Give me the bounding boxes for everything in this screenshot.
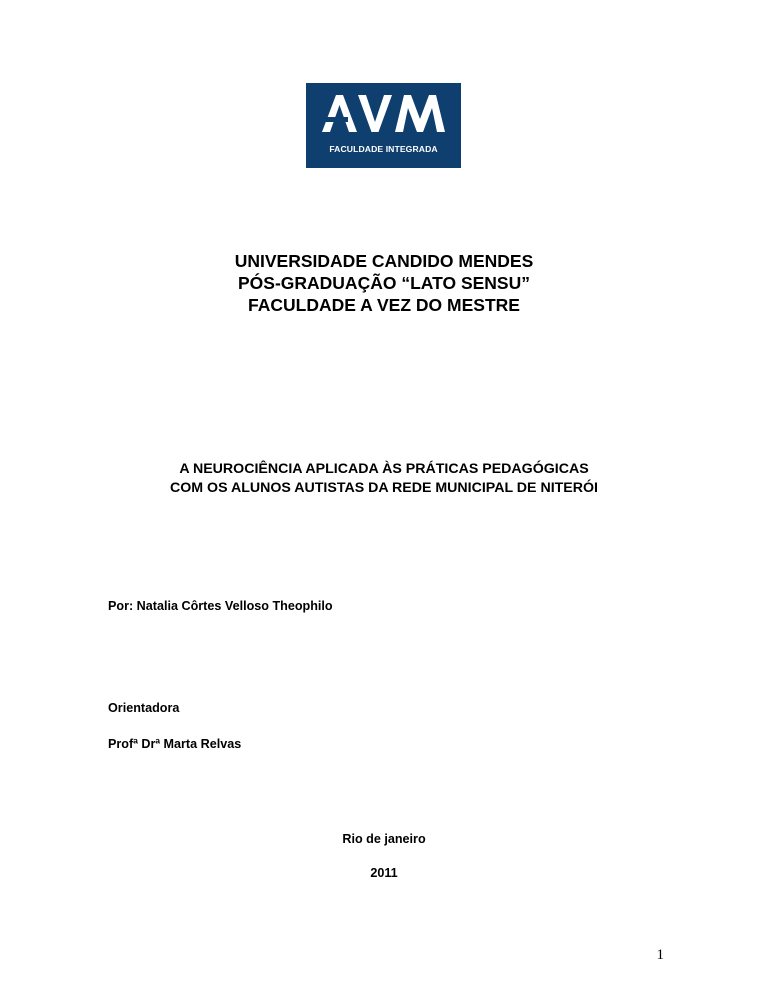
- avm-logo-mark: [320, 93, 447, 133]
- advisor-label: Orientadora: [108, 701, 180, 715]
- author-line: Por: Natalia Côrtes Velloso Theophilo: [108, 599, 333, 613]
- advisor-name: Profª Drª Marta Relvas: [108, 737, 242, 751]
- avm-logo: [306, 83, 461, 168]
- document-title: [0, 460, 768, 497]
- title-line-1: A NEUROCIÊNCIA APLICADA ÀS PRÁTICAS PEDAGÓGICAS: [179, 461, 589, 477]
- page-number: 1: [656, 947, 664, 963]
- logo-subtitle: FACULDADE INTEGRADA: [329, 144, 438, 154]
- institution-line-2: PÓS-GRADUAÇÃO “LATO SENSU”: [237, 273, 530, 293]
- location: Rio de janeiro: [342, 832, 426, 846]
- institution-line-3: FACULDADE A VEZ DO MESTRE: [248, 295, 520, 315]
- title-line-2: COM OS ALUNOS AUTISTAS DA REDE MUNICIPAL DE NITERÓI: [170, 479, 598, 496]
- institution-line-1: UNIVERSIDADE CANDIDO MENDES: [234, 251, 534, 271]
- institution-block: [0, 250, 768, 316]
- year: 2011: [370, 866, 398, 880]
